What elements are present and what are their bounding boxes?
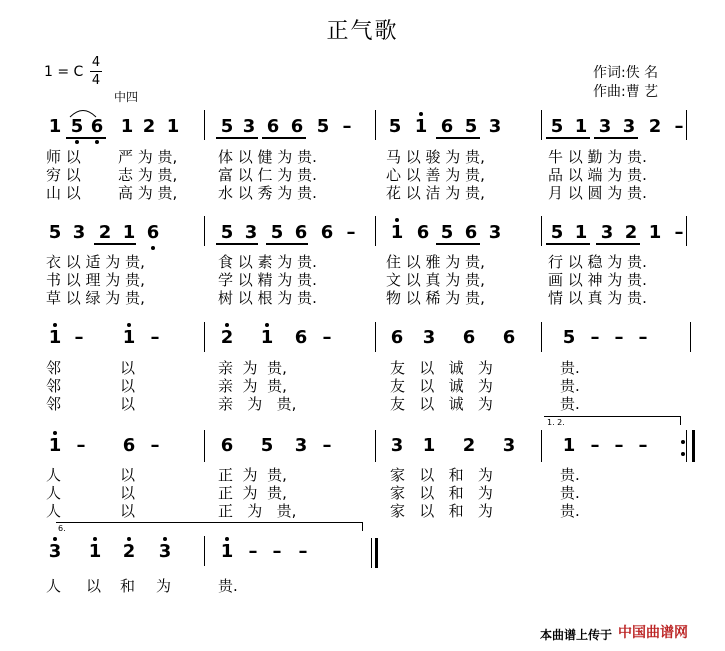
lyric-line: 草 以 绿 为 贵, (46, 289, 145, 307)
note: 6 (462, 327, 476, 348)
lyric-line: 正 为 贵, (218, 466, 287, 484)
note: 5 (316, 116, 330, 137)
barline (541, 216, 542, 246)
beam (546, 137, 590, 139)
beam (596, 243, 640, 245)
note: 6 (464, 222, 478, 243)
repeat-barline (692, 430, 695, 462)
beam (546, 243, 590, 245)
lyric-line: 体 以 健 为 贵. (218, 148, 317, 166)
note: 6 (88, 115, 106, 139)
end-barline (371, 538, 372, 568)
dash: – (590, 435, 600, 456)
note: 5 (48, 222, 62, 243)
lyric-line: 食 以 素 为 贵. (218, 253, 317, 271)
note: 3 (422, 327, 436, 348)
note: 1 (218, 540, 236, 564)
lyric-line: 邻 (46, 395, 62, 413)
lyric-line: 友 以 诚 为 (390, 359, 493, 377)
note: 5 (550, 222, 564, 243)
note: 3 (600, 222, 614, 243)
lyric-line: 亲 为 贵, (218, 395, 297, 413)
lyric-line: 以 (120, 377, 136, 395)
note: 3 (72, 222, 86, 243)
beam (216, 243, 258, 245)
dash: – (638, 327, 648, 348)
barline (375, 322, 376, 352)
lyric-line: 贵. (218, 577, 238, 595)
lyric-line: 贵. (560, 359, 580, 377)
lyric-line: 山 以 (46, 184, 81, 202)
note: 6 (390, 327, 404, 348)
note: 1 (562, 435, 576, 456)
note: 2 (218, 326, 236, 350)
lyric-line: 情 以 真 为 贵. (548, 289, 647, 307)
barline (204, 216, 205, 246)
note: 3 (598, 116, 612, 137)
note: 1 (120, 326, 138, 350)
note: 3 (156, 540, 174, 564)
lyric-line: 以 (86, 577, 102, 595)
lyric-line: 花 以 洁 为 贵, (386, 184, 485, 202)
note: 2 (624, 222, 638, 243)
note: 2 (462, 435, 476, 456)
note: 2 (120, 540, 138, 564)
note: 2 (648, 116, 662, 137)
note: 6 (266, 116, 280, 137)
lyricist: 作词:佚 名 (593, 65, 659, 81)
note: 1 (48, 116, 62, 137)
lyric-line: 水 以 秀 为 贵. (218, 184, 317, 202)
barline (375, 430, 376, 462)
note: 3 (622, 116, 636, 137)
lyric-line: 人 (46, 502, 62, 520)
lyric-line: 正 为 贵, (218, 502, 297, 520)
repeat-dot (681, 452, 685, 456)
dash: – (674, 116, 684, 137)
upload-note: 本曲谱上传于 (540, 628, 613, 642)
note: 5 (464, 116, 478, 137)
key-signature: 1 = C (44, 64, 84, 80)
lyric-line: 心 以 善 为 贵, (386, 166, 485, 184)
note: 1 (574, 116, 588, 137)
tempo-marking: 中四 (114, 90, 139, 104)
time-top: 4 (91, 55, 101, 70)
note: 6 (220, 435, 234, 456)
dash: – (322, 435, 332, 456)
lyric-line: 行 以 稳 为 贵. (548, 253, 647, 271)
lyric-line: 友 以 诚 为 (390, 395, 493, 413)
beam (216, 137, 258, 139)
lyric-line: 高 为 贵, (118, 184, 178, 202)
lyric-line: 贵. (560, 395, 580, 413)
lyric-line: 学 以 精 为 贵. (218, 271, 317, 289)
lyric-line: 树 以 根 为 贵. (218, 289, 317, 307)
volta-bracket-6 (56, 522, 363, 531)
lyric-line: 家 以 和 为 (390, 502, 493, 520)
beam (266, 243, 308, 245)
note: 6 (440, 116, 454, 137)
beam (262, 137, 306, 139)
note: 1 (412, 115, 430, 139)
note: 5 (220, 116, 234, 137)
dash: – (76, 435, 86, 456)
beam (94, 243, 136, 245)
note: 2 (142, 116, 156, 137)
lyric-line: 画 以 神 为 贵. (548, 271, 647, 289)
lyric-line: 亲 为 贵, (218, 359, 287, 377)
note: 3 (502, 435, 516, 456)
lyric-line: 家 以 和 为 (390, 484, 493, 502)
note: 1 (422, 435, 436, 456)
barline (375, 110, 376, 140)
note: 3 (488, 116, 502, 137)
beam (66, 137, 106, 139)
lyric-line: 以 (120, 466, 136, 484)
note: 3 (242, 116, 256, 137)
dash: – (74, 327, 84, 348)
note: 1 (388, 221, 406, 245)
note: 5 (68, 115, 86, 139)
lyric-line: 以 (120, 484, 136, 502)
lyric-line: 正 为 贵, (218, 484, 287, 502)
note: 5 (220, 222, 234, 243)
note: 1 (648, 222, 662, 243)
lyric-line: 和 (120, 577, 136, 595)
lyric-line: 贵. (560, 466, 580, 484)
repeat-dot (681, 440, 685, 444)
lyric-line: 衣 以 适 为 贵, (46, 253, 145, 271)
note: 1 (120, 116, 134, 137)
time-signature (90, 55, 102, 88)
lyric-line: 书 以 理 为 贵, (46, 271, 145, 289)
lyric-line: 严 为 贵, (118, 148, 178, 166)
lyric-line: 志 为 贵, (118, 166, 178, 184)
barline (541, 322, 542, 352)
lyric-line: 穷 以 (46, 166, 81, 184)
dash: – (614, 327, 624, 348)
note: 6 (320, 222, 334, 243)
lyric-line: 人 (46, 577, 62, 595)
slur (68, 106, 98, 118)
lyric-line: 品 以 端 为 贵. (548, 166, 647, 184)
lyric-line: 物 以 稀 为 贵, (386, 289, 485, 307)
dash: – (638, 435, 648, 456)
note: 3 (488, 222, 502, 243)
dash: – (674, 222, 684, 243)
lyric-line: 为 (156, 577, 172, 595)
note: 5 (440, 222, 454, 243)
note: 1 (46, 434, 64, 458)
lyric-line: 贵. (560, 484, 580, 502)
lyric-line: 以 (120, 395, 136, 413)
lyric-line: 月 以 圆 为 贵. (548, 184, 647, 202)
lyric-line: 人 (46, 484, 62, 502)
note: 3 (244, 222, 258, 243)
note: 1 (46, 326, 64, 350)
dash: – (150, 327, 160, 348)
lyric-line: 师 以 (46, 148, 81, 166)
note: 1 (574, 222, 588, 243)
lyric-line: 以 (120, 502, 136, 520)
barline (686, 216, 687, 246)
note: 5 (260, 435, 274, 456)
lyric-line: 贵. (560, 502, 580, 520)
dash: – (150, 435, 160, 456)
dash: – (590, 327, 600, 348)
barline (204, 536, 205, 566)
volta-label: 6. (58, 524, 66, 533)
lyric-line: 以 (120, 359, 136, 377)
note: 6 (502, 327, 516, 348)
song-title: 正气歌 (326, 19, 399, 44)
beam (436, 137, 480, 139)
note: 2 (98, 222, 112, 243)
dash: – (298, 541, 308, 562)
lyric-line: 文 以 真 为 贵, (386, 271, 485, 289)
lyric-line: 住 以 雅 为 贵, (386, 253, 485, 271)
dash: – (248, 541, 258, 562)
barline (204, 110, 205, 140)
volta-label: 1. 2. (547, 418, 565, 427)
site-logo: 中国曲谱网 (618, 625, 688, 641)
composer: 作曲:曹 艺 (593, 84, 659, 100)
note: 6 (290, 116, 304, 137)
lyric-line: 富 以 仁 为 贵. (218, 166, 317, 184)
lyric-line: 牛 以 勤 为 贵. (548, 148, 647, 166)
note: 1 (258, 326, 276, 350)
credits (593, 64, 658, 102)
beam (436, 243, 480, 245)
lyric-line: 人 (46, 466, 62, 484)
lyric-line: 贵. (560, 377, 580, 395)
barline (204, 322, 205, 352)
barline (375, 216, 376, 246)
barline (690, 322, 691, 352)
lyric-line: 马 以 骏 为 贵, (386, 148, 485, 166)
note: 6 (294, 327, 308, 348)
lyric-line: 家 以 和 为 (390, 466, 493, 484)
lyric-line: 亲 为 贵, (218, 377, 287, 395)
time-bottom: 4 (91, 73, 101, 88)
note: 3 (294, 435, 308, 456)
barline (541, 430, 542, 462)
note: 6 (416, 222, 430, 243)
note: 6 (144, 221, 162, 245)
barline (541, 110, 542, 140)
note: 1 (166, 116, 180, 137)
note: 5 (550, 116, 564, 137)
end-barline-thick (375, 538, 378, 568)
barline (686, 430, 687, 462)
dash: – (272, 541, 282, 562)
note: 5 (270, 222, 284, 243)
dash: – (322, 327, 332, 348)
note: 5 (562, 327, 576, 348)
dash: – (614, 435, 624, 456)
dash: – (342, 116, 352, 137)
note: 1 (86, 540, 104, 564)
barline (686, 110, 687, 140)
note: 6 (122, 435, 136, 456)
lyric-line: 邻 (46, 359, 62, 377)
lyric-line: 邻 (46, 377, 62, 395)
note: 6 (294, 222, 308, 243)
barline (204, 430, 205, 462)
note: 1 (122, 222, 136, 243)
beam (594, 137, 638, 139)
lyric-line: 友 以 诚 为 (390, 377, 493, 395)
note: 5 (388, 116, 402, 137)
dash: – (346, 222, 356, 243)
note: 3 (46, 540, 64, 564)
note: 3 (390, 435, 404, 456)
